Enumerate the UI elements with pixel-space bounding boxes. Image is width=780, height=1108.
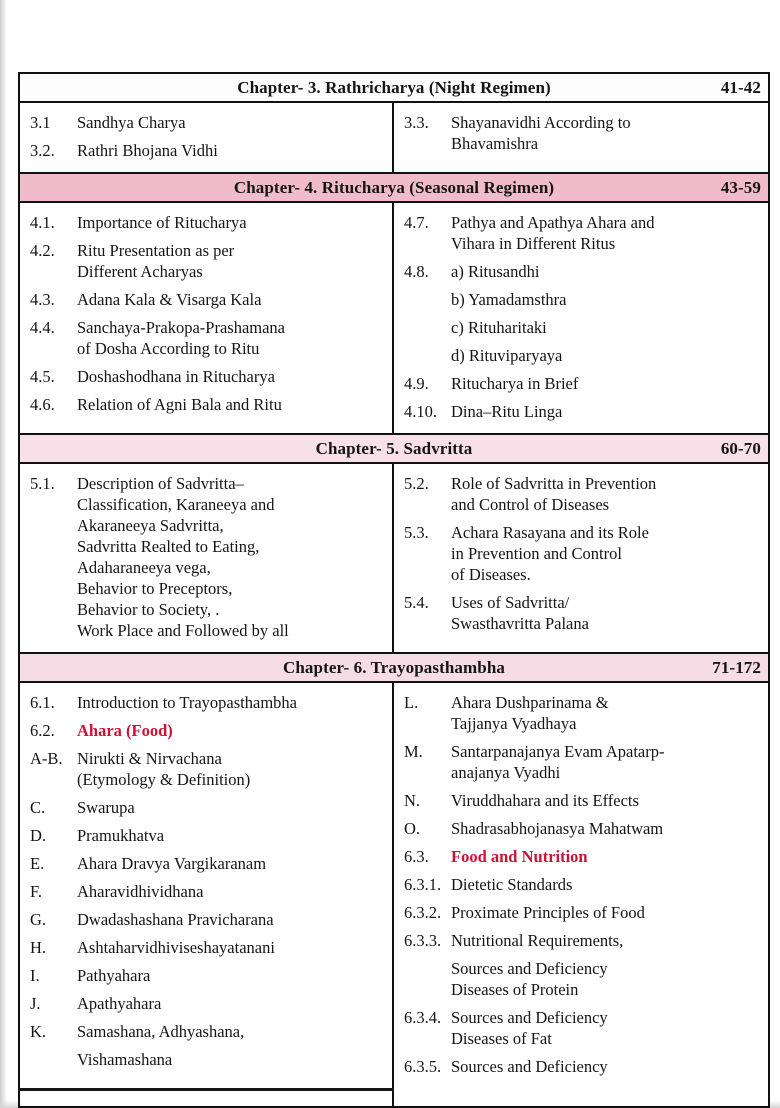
item-text bbox=[77, 317, 384, 359]
item-line: Sadvritta Realted to Eating, bbox=[77, 537, 260, 556]
item-number: 5.3. bbox=[404, 523, 429, 542]
toc-item bbox=[404, 373, 760, 394]
toc-item bbox=[30, 317, 384, 359]
toc-item bbox=[30, 692, 384, 713]
toc-item bbox=[404, 902, 760, 923]
item-text bbox=[451, 874, 760, 895]
item-line: Ritucharya in Brief bbox=[451, 374, 579, 393]
item-line: Sources and Deficiency bbox=[451, 1008, 608, 1027]
item-line: Nirukti & Nirvachana bbox=[77, 749, 222, 768]
item-line: Pathyahara bbox=[77, 966, 151, 985]
item-number: 4.10. bbox=[404, 402, 437, 421]
item-number: 4.5. bbox=[30, 367, 55, 386]
item-number: 6.3.2. bbox=[404, 903, 442, 922]
chapter-body bbox=[20, 683, 768, 1106]
item-text bbox=[451, 401, 760, 422]
item-number: 6.3.3. bbox=[404, 931, 442, 950]
item-line: Ashtaharvidhiviseshayatanani bbox=[77, 938, 275, 957]
item-number: K. bbox=[30, 1022, 47, 1041]
item-text bbox=[451, 1056, 760, 1077]
item-text bbox=[451, 212, 760, 254]
item-text bbox=[77, 394, 384, 415]
toc-item bbox=[404, 522, 760, 585]
chapter-section bbox=[20, 433, 768, 652]
item-text bbox=[77, 140, 384, 161]
item-number: I. bbox=[30, 966, 40, 985]
left-column bbox=[20, 103, 394, 172]
toc-item bbox=[404, 289, 760, 310]
item-number: A-B. bbox=[30, 749, 63, 768]
item-line: Shayanavidhi According to bbox=[451, 113, 631, 132]
chapter-page-range: 71-172 bbox=[712, 657, 761, 677]
item-line: Ahara Dravya Vargikaranam bbox=[77, 854, 267, 873]
item-text bbox=[451, 592, 760, 634]
item-text bbox=[451, 473, 760, 515]
item-line: Dina–Ritu Linga bbox=[451, 402, 563, 421]
item-text bbox=[77, 937, 384, 958]
item-number: F. bbox=[30, 882, 42, 901]
item-line: anajanya Vyadhi bbox=[451, 763, 561, 782]
item-line: Achara Rasayana and its Role bbox=[451, 523, 649, 542]
chapter-title: Chapter- 4. Ritucharya (Seasonal Regimen) bbox=[233, 177, 555, 197]
item-text bbox=[77, 289, 384, 310]
item-text bbox=[77, 692, 384, 713]
item-text bbox=[77, 112, 384, 133]
item-line: Swasthavritta Palana bbox=[451, 614, 589, 633]
item-text bbox=[451, 958, 760, 1000]
item-number: 4.1. bbox=[30, 213, 55, 232]
item-line: Tajjanya Vyadhaya bbox=[451, 714, 577, 733]
item-line: Dwadashashana Pravicharana bbox=[77, 910, 274, 929]
item-number bbox=[404, 317, 451, 338]
item-text bbox=[77, 1049, 384, 1070]
item-line: Pathya and Apathya Ahara and bbox=[451, 213, 655, 232]
right-column bbox=[394, 103, 768, 172]
toc-item bbox=[30, 140, 384, 161]
item-line: Vishamashana bbox=[77, 1050, 173, 1069]
item-line: Ahara Dushparinama & bbox=[451, 693, 609, 712]
item-line: of Diseases. bbox=[451, 565, 531, 584]
chapter-page-range: 60-70 bbox=[720, 438, 761, 458]
item-text bbox=[77, 853, 384, 874]
chapter-section bbox=[20, 652, 768, 1106]
item-line: Work Place and Followed by all bbox=[77, 621, 289, 640]
item-number: 6.3. bbox=[404, 847, 429, 866]
item-line: Apathyahara bbox=[77, 994, 162, 1013]
item-line: Food and Nutrition bbox=[451, 847, 588, 866]
item-number: 3.3. bbox=[404, 113, 429, 132]
chapter-page-range: 41-42 bbox=[720, 77, 761, 97]
chapter-header bbox=[20, 433, 768, 464]
toc-item bbox=[30, 720, 384, 741]
toc-item bbox=[30, 394, 384, 415]
item-number bbox=[404, 289, 451, 310]
item-line: Sources and Deficiency bbox=[451, 1057, 608, 1076]
item-number: 6.3.4. bbox=[404, 1008, 442, 1027]
item-line: in Prevention and Control bbox=[451, 544, 622, 563]
item-line: Bhavamishra bbox=[451, 134, 539, 153]
item-text bbox=[451, 373, 760, 394]
toc-item bbox=[404, 345, 760, 366]
item-text bbox=[451, 930, 760, 951]
item-number bbox=[404, 345, 451, 366]
toc-item bbox=[30, 748, 384, 790]
item-number: 4.3. bbox=[30, 290, 55, 309]
item-text bbox=[451, 1007, 760, 1049]
item-line: Diseases of Fat bbox=[451, 1029, 552, 1048]
item-text bbox=[77, 965, 384, 986]
item-line: Introduction to Trayopasthambha bbox=[77, 693, 297, 712]
toc-item bbox=[30, 909, 384, 930]
toc-item bbox=[404, 1056, 760, 1077]
toc-item bbox=[30, 366, 384, 387]
item-text bbox=[77, 473, 384, 641]
toc-item bbox=[404, 846, 760, 867]
item-line: Proximate Principles of Food bbox=[451, 903, 645, 922]
item-text bbox=[77, 993, 384, 1014]
toc-item bbox=[30, 853, 384, 874]
item-line: Viruddhahara and its Effects bbox=[451, 791, 639, 810]
toc-item bbox=[404, 741, 760, 783]
item-line: Adaharaneeya vega, bbox=[77, 558, 211, 577]
item-text bbox=[451, 289, 760, 310]
item-number: 3.2. bbox=[30, 141, 55, 160]
toc-table bbox=[18, 72, 770, 1108]
item-number: 6.2. bbox=[30, 721, 55, 740]
item-text bbox=[451, 112, 760, 154]
item-line: Sandhya Charya bbox=[77, 113, 186, 132]
item-line: Classification, Karaneeya and bbox=[77, 495, 275, 514]
item-line: Ahara (Food) bbox=[77, 721, 173, 740]
left-column bbox=[20, 203, 394, 433]
item-number: D. bbox=[30, 826, 47, 845]
item-number bbox=[404, 958, 451, 1000]
right-column bbox=[394, 464, 768, 652]
item-line: Doshashodhana in Ritucharya bbox=[77, 367, 275, 386]
toc-item bbox=[404, 112, 760, 154]
chapter-section bbox=[20, 172, 768, 433]
item-number: 5.2. bbox=[404, 474, 429, 493]
item-number: 4.7. bbox=[404, 213, 429, 232]
item-line: Swarupa bbox=[77, 798, 135, 817]
item-line: Vihara in Different Ritus bbox=[451, 234, 616, 253]
item-line: Sources and Deficiency bbox=[451, 959, 608, 978]
toc-item bbox=[404, 692, 760, 734]
item-line: Behavior to Preceptors, bbox=[77, 579, 233, 598]
item-number: 6.1. bbox=[30, 693, 55, 712]
scan-edge-left bbox=[0, 0, 7, 1108]
item-number: 6.3.5. bbox=[404, 1057, 442, 1076]
toc-item bbox=[30, 937, 384, 958]
toc-item bbox=[404, 401, 760, 422]
left-column bbox=[20, 683, 394, 1106]
item-line: (Etymology & Definition) bbox=[77, 770, 251, 789]
table-bottom-border bbox=[18, 1088, 394, 1091]
toc-item bbox=[30, 240, 384, 282]
item-line: Rathri Bhojana Vidhi bbox=[77, 141, 218, 160]
item-text bbox=[77, 720, 384, 741]
item-number: 4.8. bbox=[404, 262, 429, 281]
item-text bbox=[451, 902, 760, 923]
chapter-title: Chapter- 6. Trayopasthambha bbox=[283, 657, 505, 677]
toc-item bbox=[30, 212, 384, 233]
item-line: Dietetic Standards bbox=[451, 875, 573, 894]
item-line: Relation of Agni Bala and Ritu bbox=[77, 395, 282, 414]
toc-item bbox=[30, 112, 384, 133]
chapter-header bbox=[20, 74, 768, 103]
item-line: Sanchaya-Prakopa-Prashamana bbox=[77, 318, 285, 337]
chapter-section bbox=[20, 74, 768, 172]
chapter-page-range: 43-59 bbox=[720, 177, 761, 197]
item-line: and Control of Diseases bbox=[451, 495, 610, 514]
item-number: 4.4. bbox=[30, 318, 55, 337]
left-column bbox=[20, 464, 394, 652]
item-line: Akaraneeya Sadvritta, bbox=[77, 516, 224, 535]
item-text bbox=[77, 825, 384, 846]
item-line: Ritu Presentation as per bbox=[77, 241, 235, 260]
item-line: a) Ritusandhi bbox=[451, 262, 540, 281]
item-text bbox=[451, 261, 760, 282]
item-line: Importance of Ritucharya bbox=[77, 213, 247, 232]
right-column bbox=[394, 203, 768, 433]
item-line: Pramukhatva bbox=[77, 826, 165, 845]
toc-item bbox=[30, 473, 384, 641]
toc-item bbox=[30, 1049, 384, 1070]
item-text bbox=[77, 212, 384, 233]
item-line: Diseases of Protein bbox=[451, 980, 579, 999]
item-text bbox=[451, 741, 760, 783]
toc-item bbox=[404, 790, 760, 811]
item-text bbox=[77, 797, 384, 818]
item-text bbox=[451, 345, 760, 366]
item-number: 4.9. bbox=[404, 374, 429, 393]
item-line: Adana Kala & Visarga Kala bbox=[77, 290, 262, 309]
item-line: Samashana, Adhyashana, bbox=[77, 1022, 245, 1041]
item-line: Uses of Sadvritta/ bbox=[451, 593, 570, 612]
item-number: 5.4. bbox=[404, 593, 429, 612]
item-number: C. bbox=[30, 798, 46, 817]
item-number: N. bbox=[404, 791, 421, 810]
item-number: O. bbox=[404, 819, 421, 838]
item-number: L. bbox=[404, 693, 419, 712]
item-number: 4.2. bbox=[30, 241, 55, 260]
item-text bbox=[77, 909, 384, 930]
item-line: Aharavidhividhana bbox=[77, 882, 204, 901]
item-number: J. bbox=[30, 994, 41, 1013]
item-line: Behavior to Society, . bbox=[77, 600, 220, 619]
chapter-title: Chapter- 5. Sadvritta bbox=[315, 438, 473, 458]
toc-item bbox=[30, 993, 384, 1014]
toc-item bbox=[30, 1021, 384, 1042]
toc-item bbox=[404, 958, 760, 1000]
toc-item bbox=[404, 592, 760, 634]
item-line: Santarpanajanya Evam Apatarp- bbox=[451, 742, 665, 761]
item-line: Different Acharyas bbox=[77, 262, 203, 281]
chapter-title: Chapter- 3. Rathricharya (Night Regimen) bbox=[237, 77, 551, 97]
item-text bbox=[451, 818, 760, 839]
item-line: Nutritional Requirements, bbox=[451, 931, 624, 950]
item-number: E. bbox=[30, 854, 45, 873]
item-number: 5.1. bbox=[30, 474, 55, 493]
right-column bbox=[394, 683, 768, 1106]
toc-item bbox=[404, 874, 760, 895]
item-line: of Dosha According to Ritu bbox=[77, 339, 260, 358]
toc-item bbox=[404, 473, 760, 515]
item-text bbox=[77, 1021, 384, 1042]
toc-item bbox=[30, 289, 384, 310]
item-line: Description of Sadvritta– bbox=[77, 474, 244, 493]
item-text bbox=[451, 522, 760, 585]
chapter-header bbox=[20, 652, 768, 683]
item-line: Shadrasabhojanasya Mahatwam bbox=[451, 819, 664, 838]
item-text bbox=[451, 692, 760, 734]
item-text bbox=[451, 846, 760, 867]
toc-item bbox=[30, 825, 384, 846]
chapter-body bbox=[20, 103, 768, 172]
chapter-body bbox=[20, 203, 768, 433]
toc-item bbox=[30, 965, 384, 986]
item-line: c) Rituharitaki bbox=[451, 318, 547, 337]
toc-item bbox=[404, 317, 760, 338]
toc-item bbox=[404, 261, 760, 282]
toc-item bbox=[30, 797, 384, 818]
item-line: b) Yamadamsthra bbox=[451, 290, 567, 309]
item-number: M. bbox=[404, 742, 423, 761]
item-text bbox=[77, 240, 384, 282]
item-text bbox=[77, 881, 384, 902]
item-number: G. bbox=[30, 910, 47, 929]
toc-item bbox=[30, 881, 384, 902]
toc-item bbox=[404, 212, 760, 254]
item-number: 6.3.1. bbox=[404, 875, 442, 894]
toc-item bbox=[404, 818, 760, 839]
item-number: 4.6. bbox=[30, 395, 55, 414]
toc-item bbox=[404, 1007, 760, 1049]
item-number: H. bbox=[30, 938, 47, 957]
item-number bbox=[30, 1049, 77, 1070]
item-text bbox=[451, 790, 760, 811]
toc-item bbox=[404, 930, 760, 951]
item-number: 3.1 bbox=[30, 113, 51, 132]
item-text bbox=[77, 748, 384, 790]
item-line: Role of Sadvritta in Prevention bbox=[451, 474, 657, 493]
item-text bbox=[451, 317, 760, 338]
chapter-header bbox=[20, 172, 768, 203]
item-line: d) Rituviparyaya bbox=[451, 346, 563, 365]
chapter-body bbox=[20, 464, 768, 652]
item-text bbox=[77, 366, 384, 387]
